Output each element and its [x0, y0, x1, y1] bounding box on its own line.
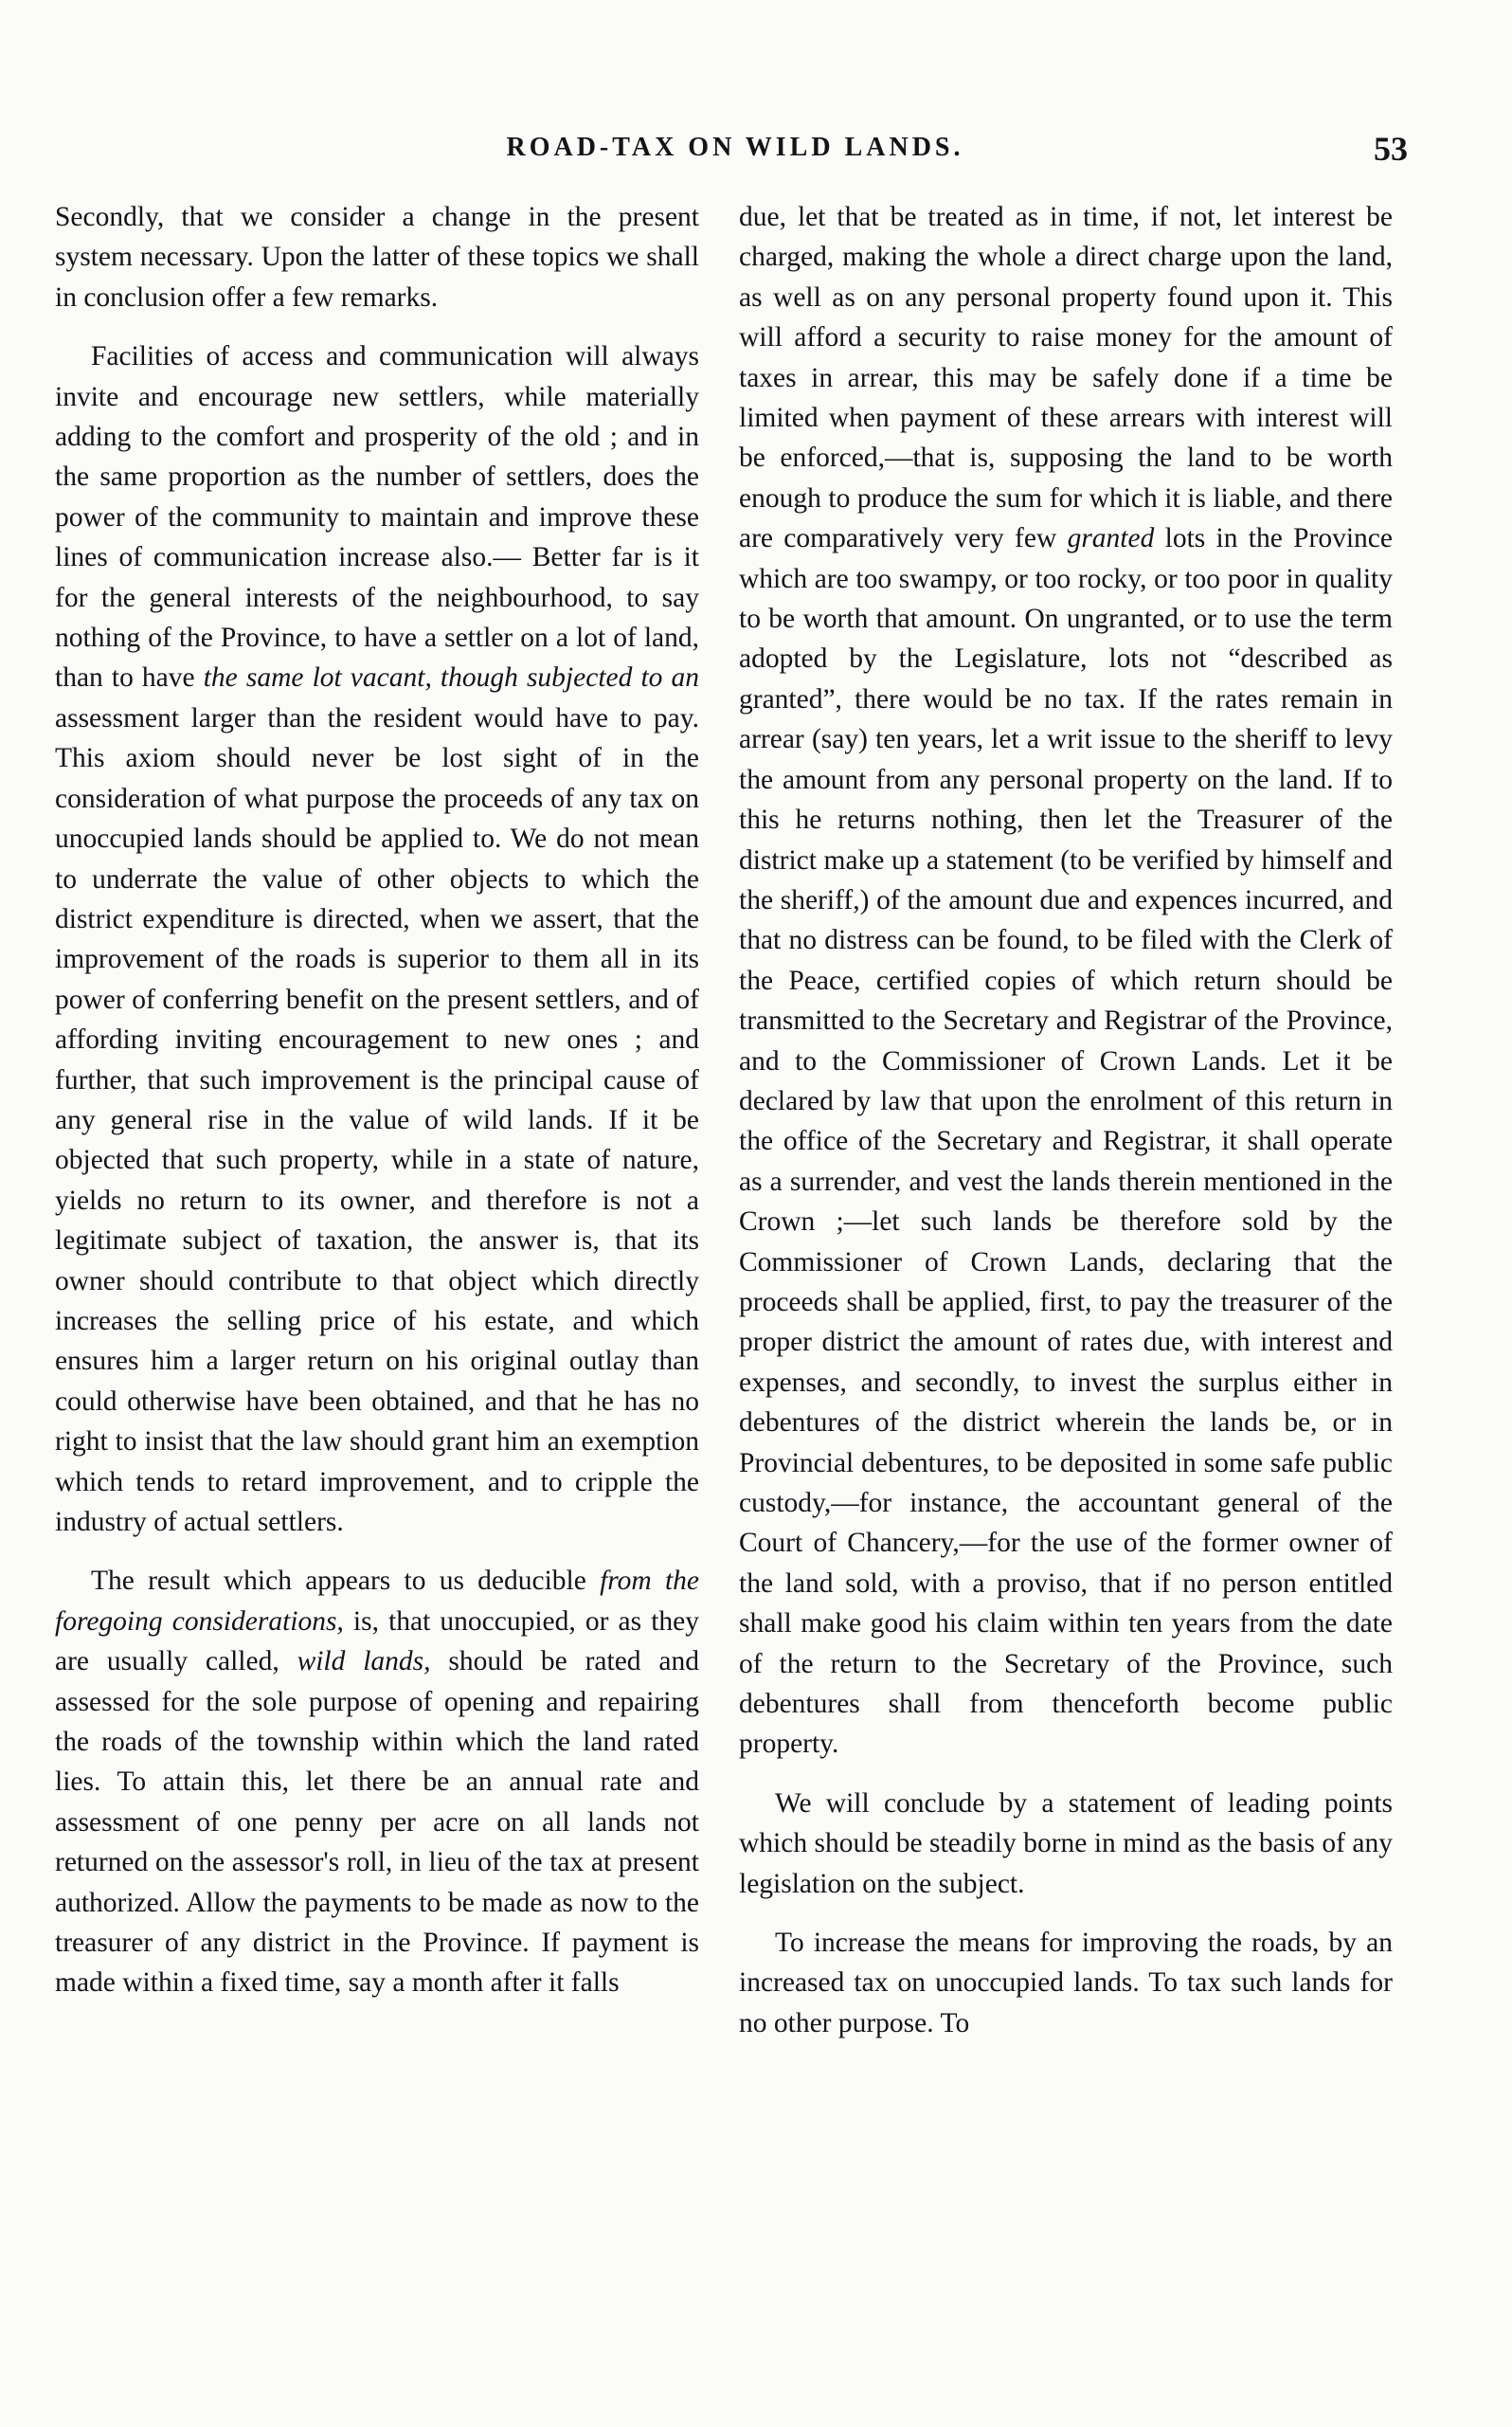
paragraph-text: should be rated and assessed for the sole purpose of opening and repairing the roads of the township within which the land rated lies. To attain this, let there be an annual rate and assessment of one penny per acre on all lands not returned on the assessor's roll, in lieu of the tax at present authorized. Allow the payments to be made as now to the treasurer of any district in the Province. If payment is made within a fixed time, say a month after it falls	[55, 1646, 699, 1999]
paragraph	[739, 197, 1393, 1765]
paragraph	[55, 336, 699, 1542]
paragraph-text: assessment larger than the resident would have to pay. This axiom should never be lost sight of in the consideration of what purpose the proceeds of any tax on unoccupied lands should be applied to. We do not mean to underrate the value of other objects to which the district expenditure is directed, when we assert, that the improvement of the roads is superior to them all in its power of conferring benefit on the present settlers, and of affording inviting encouragement to new ones ; and further, that such improvement is the principal cause of any general rise in the value of wild lands. If it be objected that such property, while in a state of nature, yields no return to its owner, and therefore is not a legitimate subject of taxation, the answer is, that its owner should contribute to that object which directly increases the selling price of his estate, and which ensures him a larger return on his original outlay than could otherwise have been obtained, and that he has no right to insist that the law should grant him an exemption which tends to retard improvement, and to cripple the industry of actual settlers.	[55, 702, 699, 1537]
paragraph: To increase the means for improving the roads, by an increased tax on unoccupied lands. To tax such lands for no other purpose. To	[739, 1928, 1393, 2038]
paragraph-text: due, let that be treated as in time, if not, let interest be charged, making the whole a direct charge upon the land, as well as on any personal property found upon it. This will afford a security to raise money for the amount of taxes in arrear, this may be safely done if a time be limited when payment of these arrears with interest will be enforced,—that is, supposing the land to be worth enough to produce the sum for which it is liable, and there are comparatively very few	[739, 202, 1393, 554]
italic-phrase: wild lands,	[297, 1646, 431, 1677]
right-column	[739, 197, 1393, 2043]
paragraph-text: The result which appears to us deducible	[91, 1566, 601, 1597]
paragraph: We will conclude by a statement of leading points which should be steadily borne in mind as the basis of any legislation on the subject.	[739, 1787, 1393, 1899]
italic-phrase: from the foregoing considerations,	[55, 1566, 699, 1637]
page-number: 53	[1374, 130, 1408, 168]
paragraph-text: is, that unoccupied, or as they are usually called,	[55, 1605, 699, 1677]
left-column	[55, 197, 699, 2003]
paragraph	[55, 1561, 699, 2002]
italic-phrase: granted	[1067, 523, 1155, 554]
paragraph: Secondly, that we consider a change in the present system necessary. Upon the latter of these topics we shall in conclusion offer a few remarks.	[55, 202, 699, 313]
running-title: ROAD-TAX ON WILD LANDS.	[506, 133, 964, 162]
running-head	[63, 130, 1408, 171]
paragraph-text: Facilities of access and communication will always invite and encourage new settlers, while materially adding to the comfort and prosperity of the old ; and in the same proportion as the number of settlers, does the power of the community to maintain and improve these lines of communication increase also.— Better far is it for the general interests of the neighbourhood, to say nothing of the Province, to have a settler on a lot of land, than to have	[55, 341, 699, 694]
paragraph-text: lots in the Province which are too swampy, or too rocky, or too poor in quality to be worth that amount. On ungranted, or to use the term adopted by the Legislature, lots not “described as granted”, there would be no tax. If the rates remain in arrear (say) ten years, let a writ issue to the sheriff to levy the amount from any personal property on the land. If to this he returns nothing, then let the Treasurer of the district make up a statement (to be verified by himself and the sheriff,) of the amount due and expences incurred, and that no distress can be found, to be filed with the Clerk of the Peace, certified copies of which return should be transmitted to the Secretary and Registrar of the Province, and to the Commissioner of Crown Lands. Let it be declared by law that upon the enrolment of this return in the office of the Secretary and Registrar, it shall operate as a surrender, and vest the lands therein mentioned in the Crown ;—let such lands be therefore sold by the Commissioner of Crown Lands, declaring that the proceeds shall be applied, first, to pay the treasurer of the proper district the amount of rates due, with interest and expenses, and secondly, to invest the surplus either in debentures of the district wherein the lands be, or in Provincial debentures, to be deposited in some safe public custody,—for instance, the accountant general of the Court of Chancery,—for the use of the former owner of the land sold, with a proviso, that if no person entitled shall make good his claim within ten years from the date of the return to the Secretary of the Province, such debentures shall from thenceforth become public property.	[739, 523, 1393, 1760]
italic-phrase: the same lot vacant, though subjected to an	[203, 662, 699, 694]
